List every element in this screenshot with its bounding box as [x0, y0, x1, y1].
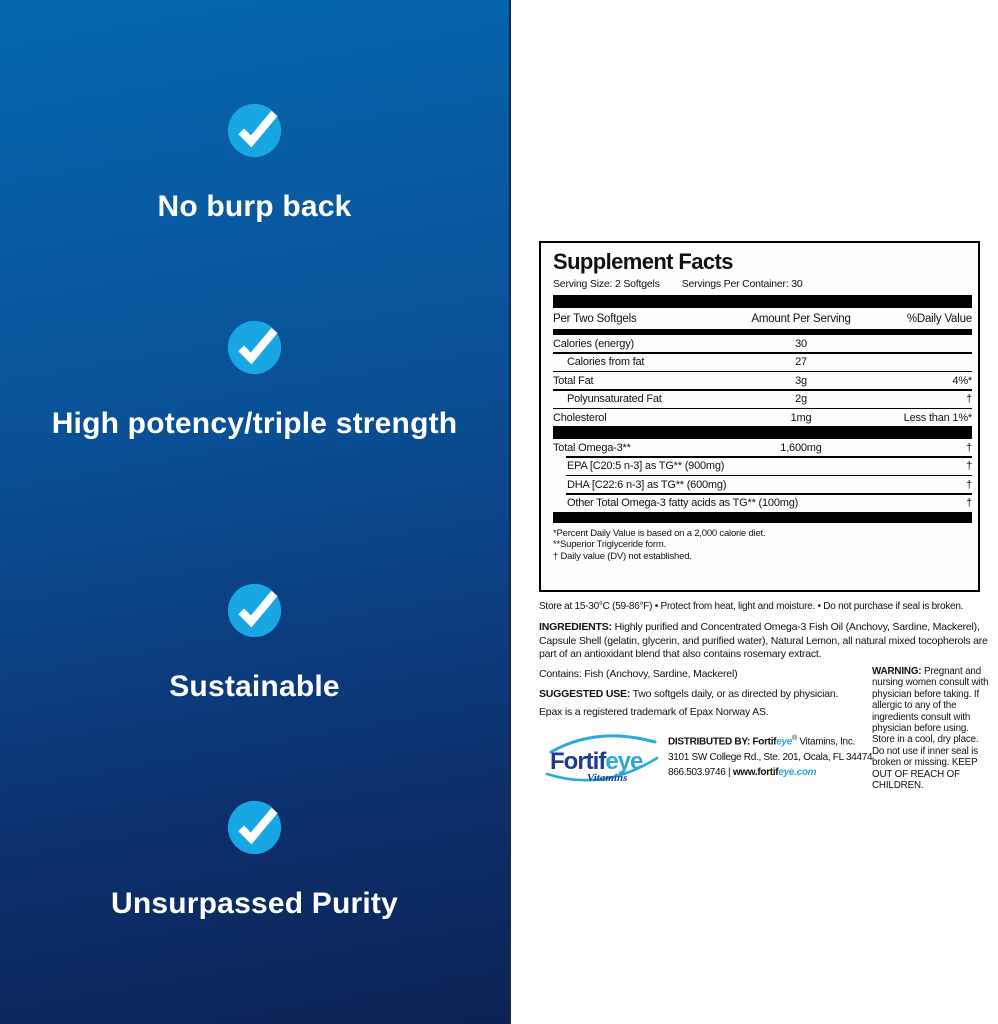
benefit-no-burp-back	[0, 102, 509, 229]
warning-label: WARNING:	[872, 666, 922, 677]
divider-bar	[553, 426, 972, 439]
nutrient-name: Cholesterol	[553, 411, 607, 424]
supplement-facts-label	[539, 241, 980, 592]
brand-prefix: Fortif	[752, 736, 777, 748]
benefit-label: No burp back	[157, 190, 352, 223]
nutrient-name: Calories from fat	[567, 356, 645, 368]
url-prefix: www.fortif	[732, 767, 779, 779]
benefit-sustainable	[0, 582, 509, 709]
brand-eye: eye	[776, 736, 793, 748]
suggested-use	[539, 688, 889, 700]
footnotes	[553, 528, 972, 563]
allergen-statement: Contains: Fish (Anchovy, Sardine, Mackerel)	[539, 668, 738, 680]
nutrient-dv: Less than 1%*	[903, 411, 972, 424]
checkmark-icon	[226, 102, 283, 159]
logo-text-fortif: Fortif	[550, 748, 606, 775]
benefit-unsurpassed-purity	[0, 799, 509, 926]
table-row	[553, 335, 972, 352]
logo-text-eye: eye	[605, 748, 643, 775]
storage-instructions: Store at 15-30°C (59-86°F) • Protect from heat, light and moisture. • Do not purchase if seal is broken.	[539, 601, 964, 612]
brand-suffix: Vitamins, Inc.	[796, 736, 855, 748]
divider-bar	[553, 512, 972, 523]
distributor-contact	[668, 765, 873, 781]
table-row	[553, 391, 972, 408]
nutrient-name: Total Fat	[553, 374, 594, 387]
table-row	[553, 354, 972, 371]
col-header-amount: Amount Per Serving	[751, 312, 851, 325]
phone-number: 866.503.9746 |	[668, 767, 733, 779]
nutrient-name: EPA [C20:5 n-3] as TG** (900mg)	[567, 460, 725, 472]
logo-text-vitamins: Vitamins	[587, 772, 628, 784]
distributor-line1	[668, 731, 873, 750]
checkmark-icon	[226, 319, 283, 376]
table-header-row	[553, 308, 972, 329]
table-row	[553, 409, 972, 426]
epax-trademark-note: Epax is a registered trademark of Epax Norway AS.	[539, 706, 769, 718]
suggested-use-text: Two softgels daily, or as directed by physician.	[630, 688, 839, 700]
nutrient-name: Polyunsaturated Fat	[567, 393, 662, 405]
ingredients-label: INGREDIENTS:	[539, 621, 612, 633]
url-eye: eye.com	[778, 767, 817, 779]
servings-per-container: Servings Per Container: 30	[681, 278, 803, 290]
col-header-per: Per Two Softgels	[553, 312, 637, 325]
fortifeye-logo-graphic	[545, 724, 661, 790]
table-row	[553, 476, 972, 493]
serving-size: Serving Size: 2 Softgels	[553, 278, 660, 290]
footnote: † Daily value (DV) not established.	[553, 550, 692, 562]
registered-mark: ®	[792, 735, 797, 742]
nutrient-dv: †	[966, 497, 972, 509]
suggested-use-label: SUGGESTED USE:	[539, 688, 631, 700]
distributor-info	[668, 731, 873, 781]
nutrient-amount: 30	[795, 337, 807, 350]
checkmark-icon	[226, 799, 283, 856]
benefit-label: Sustainable	[169, 670, 340, 703]
footnote: *Percent Daily Value is based on a 2,000 calorie diet.	[553, 527, 766, 539]
benefit-label: High potency/triple strength	[51, 407, 458, 440]
divider-bar	[553, 295, 972, 308]
distributor-address: 3101 SW College Rd., Ste. 201, Ocala, FL 34474	[668, 751, 873, 763]
nutrient-name: Other Total Omega-3 fatty acids as TG** (100mg)	[567, 497, 799, 509]
footnote: **Superior Triglyceride form.	[553, 539, 666, 550]
nutrient-amount: 27	[795, 356, 807, 368]
benefit-label: Unsurpassed Purity	[110, 887, 399, 920]
ingredients-text: Highly purified and Concentrated Omega-3 Fish Oil (Anchovy, Sardine, Mackerel), Capsule Shell (gelatin, glycerin, and purified water), Natural Lemon, all natural mixed tocopherols are part of an antioxidant blend that also contains rosemary extract.	[539, 621, 988, 660]
nutrient-name: DHA [C22:6 n-3] as TG** (600mg)	[567, 478, 727, 491]
table-row	[553, 458, 972, 475]
warning-text: Pregnant and nursing women consult with physician before taking. If allergic to any of the ingredients consult with physician before using. Store in a cool, dry place. Do not use if inner seal is broken or missing. KEEP OUT OF REACH OF CHILDREN.	[872, 666, 989, 792]
nutrient-amount: 3g	[795, 374, 807, 387]
nutrient-dv: 4%*	[952, 374, 972, 387]
table-row	[553, 495, 972, 512]
nutrient-amount: 1mg	[790, 411, 812, 424]
nutrient-name: Calories (energy)	[553, 337, 634, 350]
warning-statement	[872, 666, 991, 791]
checkmark-icon	[226, 582, 283, 639]
supplement-facts-title: Supplement Facts	[553, 249, 733, 274]
nutrient-dv: †	[966, 441, 972, 454]
serving-info	[553, 278, 972, 290]
distributed-by-label: DISTRIBUTED BY:	[668, 736, 753, 748]
nutrient-dv: †	[966, 478, 972, 491]
nutrient-amount: 1,600mg	[780, 441, 822, 454]
table-row	[553, 439, 972, 456]
fortifeye-logo	[545, 724, 661, 790]
benefit-high-potency	[0, 319, 509, 446]
col-header-dv: %Daily Value	[906, 312, 972, 325]
nutrient-name: Total Omega-3**	[553, 441, 631, 454]
ingredients	[539, 621, 988, 662]
table-row	[553, 372, 972, 389]
nutrient-dv: †	[966, 460, 972, 472]
nutrient-dv: †	[966, 393, 972, 405]
nutrient-amount: 2g	[795, 393, 807, 405]
svg-text:Fortifeye	[550, 748, 643, 775]
